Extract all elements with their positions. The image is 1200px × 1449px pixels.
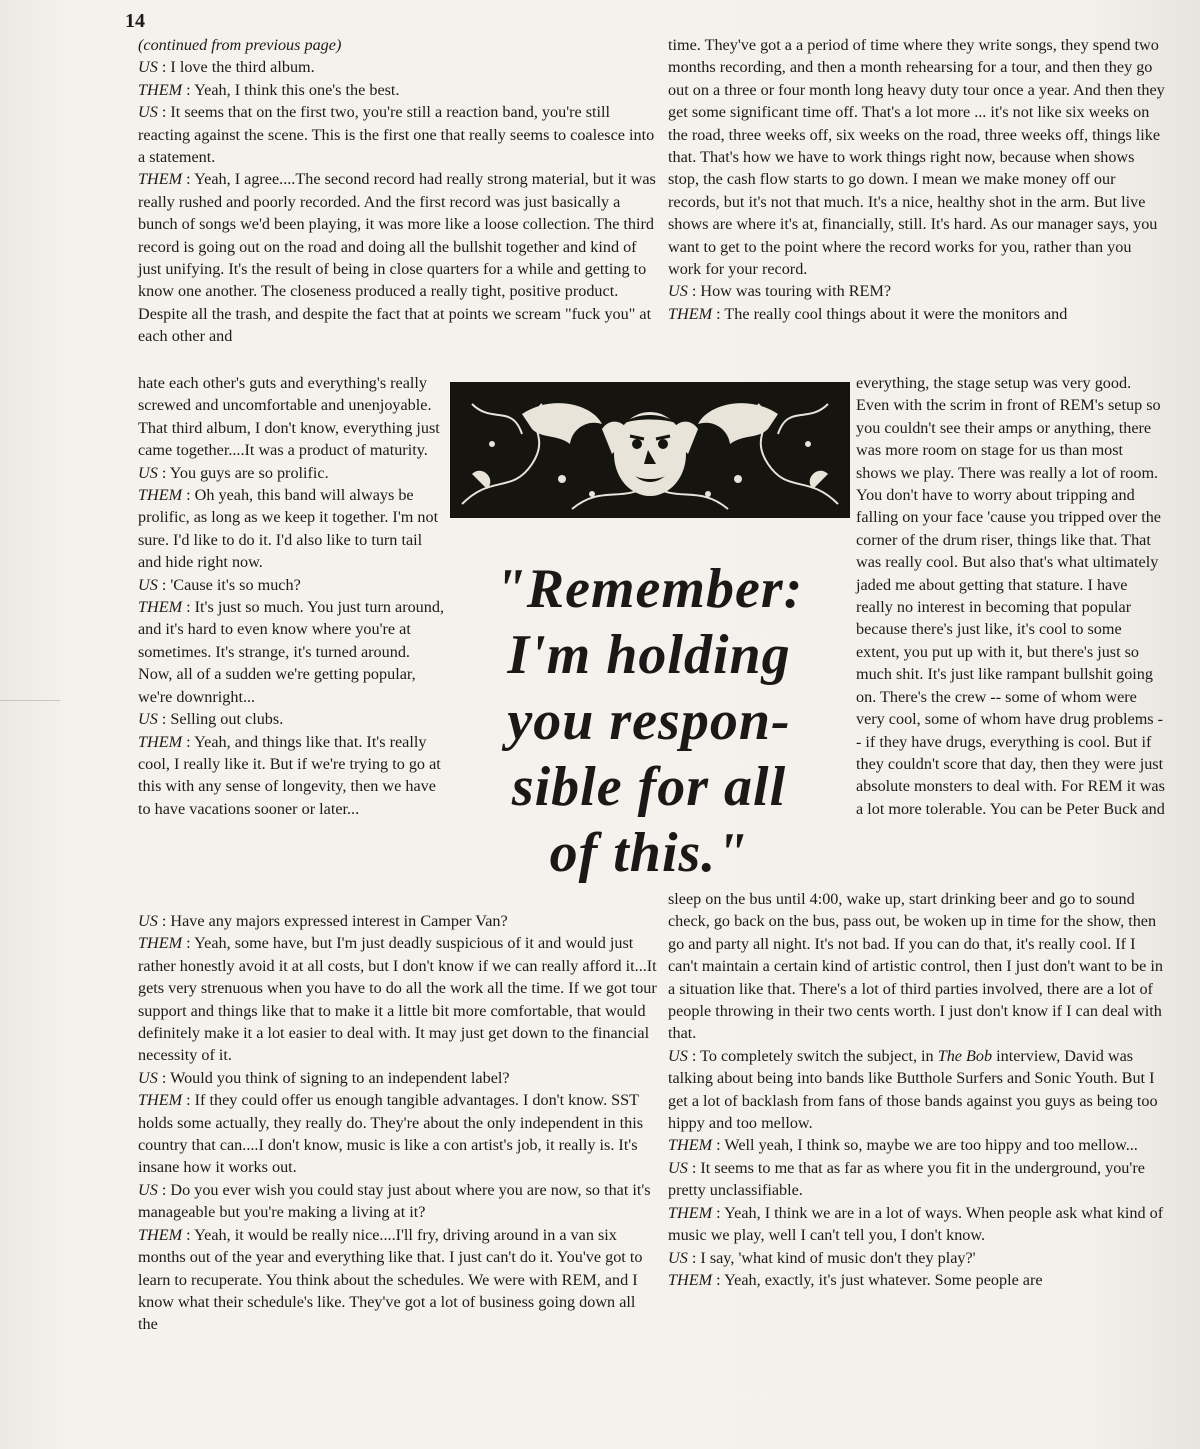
- interview-paragraph: [138, 1089, 658, 1179]
- interview-paragraph: [138, 731, 448, 821]
- left-edge-mark: [0, 700, 60, 701]
- speaker-label: US: [668, 1158, 688, 1177]
- interview-paragraph: [138, 79, 658, 101]
- interview-paragraph: [138, 168, 658, 347]
- paragraph-text: : I say, 'what kind of music don't they play?': [687, 1248, 976, 1267]
- speaker-label: THEM: [668, 304, 713, 323]
- speaker-label: THEM: [138, 1091, 183, 1110]
- interview-paragraph: [668, 34, 1168, 280]
- paragraph-text: : It's just so much. You just turn around, and it's hard to even know where you're at sometimes. It's strange, it's turned around. Now, all of a sudden we're getting popular, we're downright...: [138, 598, 445, 706]
- page-number: 14: [125, 10, 145, 32]
- interview-paragraph: [668, 303, 1168, 325]
- paragraph-text: : Well yeah, I think so, maybe we are too hippy and too mellow...: [712, 1136, 1138, 1155]
- paragraph-text: : Do you ever wish you could stay just about where you are now, so that it's manageable but you're making a living at it?: [138, 1180, 651, 1222]
- paragraph-text: : It seems that on the first two, you're still a reaction band, you're still reacting against the scene. This is the first one that really seems to coalesce into a statement.: [138, 103, 655, 167]
- paragraph-text: sleep on the bus until 4:00, wake up, start drinking beer and go to sound check, go back on the bus, pass out, be woken up in time for the show, then go and party all night. It's not bad. If you can do that, it's really cool. If I can't maintain a certain kind of artistic control, then I just don't want to be in a situation like that. There's a lot of third parties involved, there are a lot of people throwing in their two cents worth. I just don't know if I can deal with that.: [668, 890, 1163, 1043]
- interview-paragraph: [138, 708, 448, 730]
- interview-paragraph: [138, 1179, 658, 1224]
- paragraph-text: : Oh yeah, this band will always be prolific, as long as we keep it together. I'm not sure. I'd like to do it. I'd also like to turn tail and hide right now.: [138, 486, 439, 572]
- speaker-label: THEM: [138, 934, 183, 953]
- publication-title: The Bob: [937, 1046, 993, 1065]
- speaker-label: US: [138, 1180, 158, 1199]
- pull-quote-line: I'm holding: [507, 624, 791, 686]
- interview-paragraph: [138, 1224, 658, 1336]
- speaker-label: THEM: [138, 170, 183, 189]
- paragraph-text: : Yeah, I agree....The second record had really strong material, but it was really rushed and poorly recorded. And the first record was just basically a bunch of songs we'd been playing, it was more like a loose collection. The third record is going out on the road and doing all the bullshit together and kind of just unifying. It's the result of being in close quarters for a while and getting to know one another. The closeness produced a really tight, positive product. Despite all the trash, and despite the fact that at points we scream "fuck you" at each other and: [138, 170, 656, 346]
- speaker-label: THEM: [668, 1136, 713, 1155]
- paragraph-text: time. They've got a a period of time where they write songs, they spend two months recording, and then a month rehearsing for a tour, and then they go out on a three or four month long heavy duty tour once a year. And then they get some significant time off. That's a lot more ... it's not like six weeks on the road, three weeks off, six weeks on the road, three weeks off, things like that. That's how we have to work things right now, because when shows stop, the cash flow starts to go down. I mean we make money off our records, but it's not that much. It's a nice, healthy shot in the arm. But live shows are where it's at, financially, still. It's hard. As our manager says, you want to get to the point where the record works for you, rather than you work for your record.: [668, 36, 1165, 279]
- paragraph-text: : How was touring with REM?: [687, 282, 892, 301]
- speaker-label: US: [138, 575, 158, 594]
- speaker-label: US: [668, 1046, 688, 1065]
- interview-paragraph: [138, 910, 658, 932]
- paragraph-text: : If they could offer us enough tangible advantages. I don't know. SST holds some actually, they really do. They're about the only independent in this country that can....I don't know, music is like a con artist's job, it really is. It's insane how it works out.: [138, 1091, 644, 1177]
- interview-paragraph: [138, 1067, 658, 1089]
- pull-quote-line: of this.": [549, 822, 749, 884]
- pull-quote-line: sible for all: [511, 756, 787, 818]
- speaker-label: US: [138, 1068, 158, 1087]
- pull-quote-line: you respon-: [507, 690, 791, 752]
- paragraph-text: : To completely switch the subject, in: [687, 1046, 938, 1065]
- interview-paragraph: [138, 932, 658, 1066]
- speaker-label: THEM: [138, 598, 183, 617]
- speaker-label: US: [138, 710, 158, 729]
- woodcut-illustration: [450, 382, 850, 518]
- speaker-label: THEM: [138, 486, 183, 505]
- interview-paragraph: [668, 1202, 1168, 1247]
- paragraph-text: : I love the third album.: [157, 58, 315, 77]
- paragraph-text: : Would you think of signing to an independent label?: [157, 1068, 510, 1087]
- paragraph-text: interview, David was talking about being into bands like Butthole Surfers and Sonic Youth. But I get a lot of backlash from fans of those bands against you guys as being too hippy and too mellow.: [668, 1046, 1158, 1133]
- right-column-top: [668, 34, 1168, 325]
- paragraph-text: hate each other's guts and everything's really screwed and uncomfortable and unenjoyable. That third album, I don't know, everything just came together....It was a product of maturity.: [138, 374, 440, 460]
- speaker-label: THEM: [668, 1203, 713, 1222]
- right-column-bottom: [668, 888, 1168, 1291]
- interview-paragraph: [138, 101, 658, 168]
- paragraph-text: : It seems to me that as far as where you fit in the underground, you're pretty unclassifiable.: [668, 1158, 1145, 1200]
- interview-paragraph: [138, 56, 658, 78]
- left-column-middle: [138, 372, 448, 820]
- paragraph-text: : Selling out clubs.: [157, 710, 284, 729]
- interview-paragraph: [856, 372, 1166, 820]
- paragraph-text: : 'Cause it's so much?: [157, 575, 301, 594]
- interview-paragraph: [668, 1157, 1168, 1202]
- speaker-label: US: [668, 1248, 688, 1267]
- interview-paragraph: [668, 280, 1168, 302]
- paragraph-text: : Yeah, I think this one's the best.: [182, 80, 400, 99]
- speaker-label: THEM: [138, 732, 183, 751]
- continued-note: (continued from previous page): [138, 36, 342, 54]
- interview-paragraph: [668, 1269, 1168, 1291]
- speaker-label: THEM: [138, 1225, 183, 1244]
- left-column-top: [138, 34, 658, 348]
- paragraph-text: : You guys are so prolific.: [157, 463, 329, 482]
- paragraph-group: [138, 56, 658, 347]
- interview-paragraph: [138, 574, 448, 596]
- interview-paragraph: [668, 1134, 1168, 1156]
- paragraph-text: : The really cool things about it were the monitors and: [712, 304, 1068, 323]
- interview-paragraph: [668, 1247, 1168, 1269]
- right-column-middle: [856, 372, 1166, 820]
- paragraph-text: everything, the stage setup was very good. Even with the scrim in front of REM's setup so you couldn't see their amps or anything, there was more room on stage for us than most shows we play. There was really a lot of room. You don't have to worry about tripping and falling on your face 'cause you tripped over the corner of the drum riser, things like that. That was really cool. But also that's what ultimately jaded me about getting that stature. I have really no interest in becoming that popular because there's just like, it's cool to some extent, you put up with it, but there's just so much shit. It's just like rampant bullshit going on. There's the crew -- some of whom were very cool, some of whom have drug problems -- if they have drugs, everything is cool. But if they couldn't score that day, then they were just absolute monsters to deal with. For REM it was a lot more tolerable. You can be Peter Buck and: [856, 374, 1165, 818]
- interview-paragraph: [138, 372, 448, 462]
- interview-paragraph: [668, 888, 1168, 1045]
- paragraph-text: : Yeah, I think we are in a lot of ways. When people ask what kind of music we play, well I can't tell you, I don't know.: [668, 1203, 1164, 1245]
- paragraph-text: : Yeah, and things like that. It's really cool, I really like it. But if we're trying to go at this with any sense of longevity, then we have to have vacations sooner or later...: [138, 732, 441, 818]
- interview-paragraph: [138, 462, 448, 484]
- interview-paragraph: [138, 596, 448, 708]
- paragraph-text: : Have any majors expressed interest in Camper Van?: [157, 912, 508, 930]
- pull-quote-line: "Remember:: [494, 558, 804, 620]
- speaker-label: THEM: [138, 80, 183, 99]
- woodcut-icon: [452, 384, 848, 516]
- speaker-label: US: [138, 58, 158, 77]
- left-column-bottom: [138, 910, 658, 1336]
- interview-paragraph: [668, 1045, 1168, 1135]
- speaker-label: US: [138, 103, 158, 122]
- speaker-label: US: [668, 282, 688, 301]
- speaker-label: US: [138, 463, 158, 482]
- interview-paragraph: [138, 484, 448, 574]
- speaker-label: THEM: [668, 1270, 713, 1289]
- paragraph-text: : Yeah, some have, but I'm just deadly suspicious of it and would just rather honestly avoid it at all costs, but I don't know if we can really afford it...It gets very strenuous when you have to do all the work all the time. If we got tour support and things like that to make it a little bit more comfortable, that would definitely make it a lot easier to deal with. It may just get down to the financial necessity of it.: [138, 934, 657, 1065]
- pull-quote: [450, 556, 848, 886]
- paragraph-text: : Yeah, exactly, it's just whatever. Some people are: [712, 1270, 1043, 1289]
- speaker-label: US: [138, 912, 158, 930]
- paragraph-text: : Yeah, it would be really nice....I'll fry, driving around in a van six months out of the year and everything like that. I just can't do it. You've got to learn to recuperate. You think about the schedules. We were with REM, and I know what their schedule's like. They've got a lot of business going down all the: [138, 1225, 643, 1334]
